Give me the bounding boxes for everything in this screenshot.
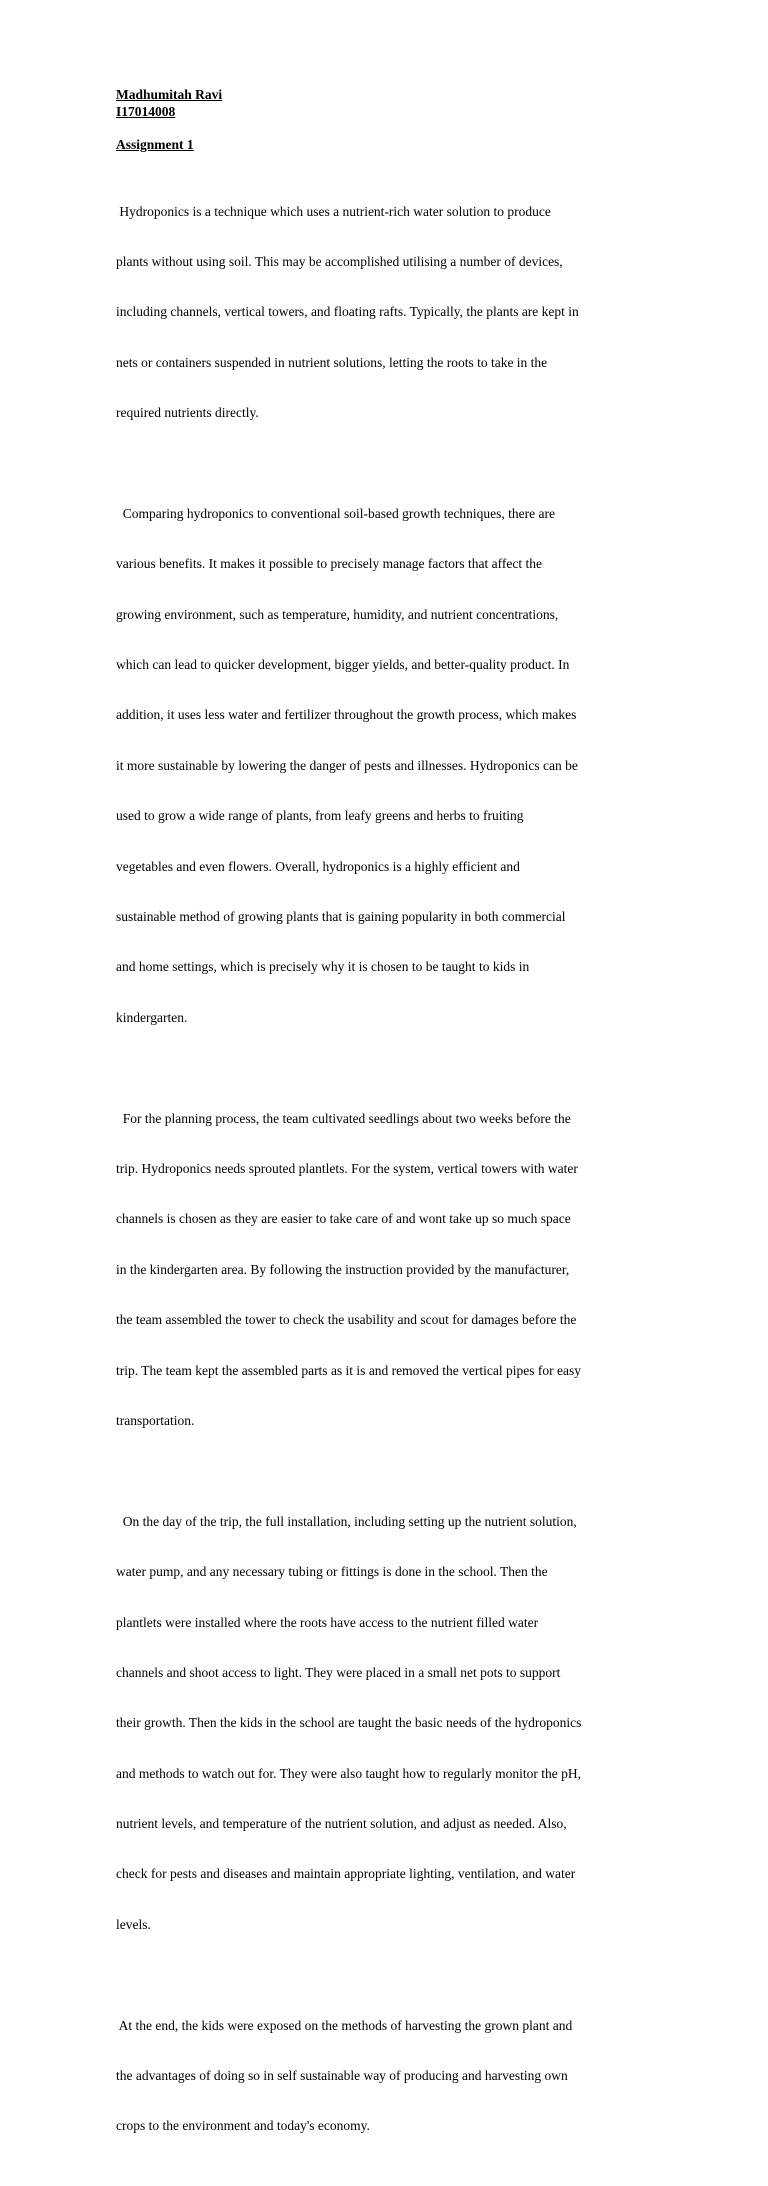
- text-line: crops to the environment and today's economy.: [116, 2118, 370, 2134]
- text-line: Hydroponics is a technique which uses a nutrient-rich water solution to produce: [116, 203, 551, 219]
- text-line: various benefits. It makes it possible to precisely manage factors that affect the: [116, 556, 542, 572]
- text-line: addition, it uses less water and fertilizer throughout the growth process, which makes: [116, 707, 577, 723]
- assignment-title: Assignment 1: [116, 136, 194, 152]
- text-line: check for pests and diseases and maintain appropriate lighting, ventilation, and water: [116, 1866, 576, 1882]
- text-line: in the kindergarten area. By following the instruction provided by the manufacturer,: [116, 1261, 570, 1277]
- text-line: growing environment, such as temperature, humidity, and nutrient concentrations,: [116, 606, 559, 622]
- text-line: For the planning process, the team cultivated seedlings about two weeks before the: [116, 1110, 571, 1126]
- text-line: and home settings, which is precisely why it is chosen to be taught to kids in: [116, 959, 530, 975]
- text-line: their growth. Then the kids in the school are taught the basic needs of the hydroponics: [116, 1715, 582, 1731]
- text-line: and methods to watch out for. They were also taught how to regularly monitor the pH,: [116, 1765, 582, 1781]
- text-line: it more sustainable by lowering the danger of pests and illnesses. Hydroponics can be: [116, 757, 578, 773]
- text-line: required nutrients directly.: [116, 405, 259, 421]
- text-line: used to grow a wide range of plants, from leafy greens and herbs to fruiting: [116, 808, 524, 824]
- text-line: vegetables and even flowers. Overall, hydroponics is a highly efficient and: [116, 858, 520, 874]
- text-line: kindergarten.: [116, 1009, 188, 1025]
- text-line: transportation.: [116, 1412, 195, 1428]
- text-line: Comparing hydroponics to conventional soil-based growth techniques, there are: [116, 505, 556, 521]
- text-line: channels and shoot access to light. They were placed in a small net pots to support: [116, 1664, 561, 1680]
- paragraph-intro: [116, 170, 652, 456]
- text-line: the advantages of doing so in self sustainable way of producing and harvesting own: [116, 2068, 568, 2084]
- text-line: plantlets were installed where the roots have access to the nutrient filled water: [116, 1614, 539, 1630]
- text-line: nets or containers suspended in nutrient solutions, letting the roots to take in the: [116, 354, 548, 370]
- text-line: nutrient levels, and temperature of the nutrient solution, and adjust as needed. Also,: [116, 1816, 567, 1832]
- text-line: which can lead to quicker development, bigger yields, and better-quality product. In: [116, 657, 570, 673]
- paragraph-conclusion: [116, 1984, 652, 2169]
- document-page: [116, 87, 652, 2186]
- student-id: I17014008: [116, 103, 176, 119]
- text-line: On the day of the trip, the full installation, including setting up the nutrient solution,: [116, 1513, 577, 1529]
- text-line: water pump, and any necessary tubing or fittings is done in the school. Then the: [116, 1564, 548, 1580]
- author-name: Madhumitah Ravi: [116, 87, 223, 102]
- text-line: the team assembled the tower to check the usability and scout for damages before the: [116, 1312, 577, 1328]
- paragraph-planning: [116, 1077, 652, 1463]
- text-line: trip. The team kept the assembled parts as it is and removed the vertical pipes for easy: [116, 1362, 581, 1378]
- text-line: At the end, the kids were exposed on the methods of harvesting the grown plant and: [116, 2017, 573, 2033]
- text-line: plants without using soil. This may be accomplished utilising a number of devices,: [116, 253, 563, 269]
- text-line: sustainable method of growing plants that is gaining popularity in both commercial: [116, 909, 566, 925]
- text-line: trip. Hydroponics needs sprouted plantlets. For the system, vertical towers with water: [116, 1160, 578, 1176]
- paragraph-trip-day: [116, 1480, 652, 1967]
- text-line: including channels, vertical towers, and floating rafts. Typically, the plants are kept in: [116, 304, 579, 320]
- text-line: levels.: [116, 1916, 151, 1932]
- paragraph-benefits: [116, 472, 652, 1060]
- text-line: channels is chosen as they are easier to take care of and wont take up so much space: [116, 1211, 571, 1227]
